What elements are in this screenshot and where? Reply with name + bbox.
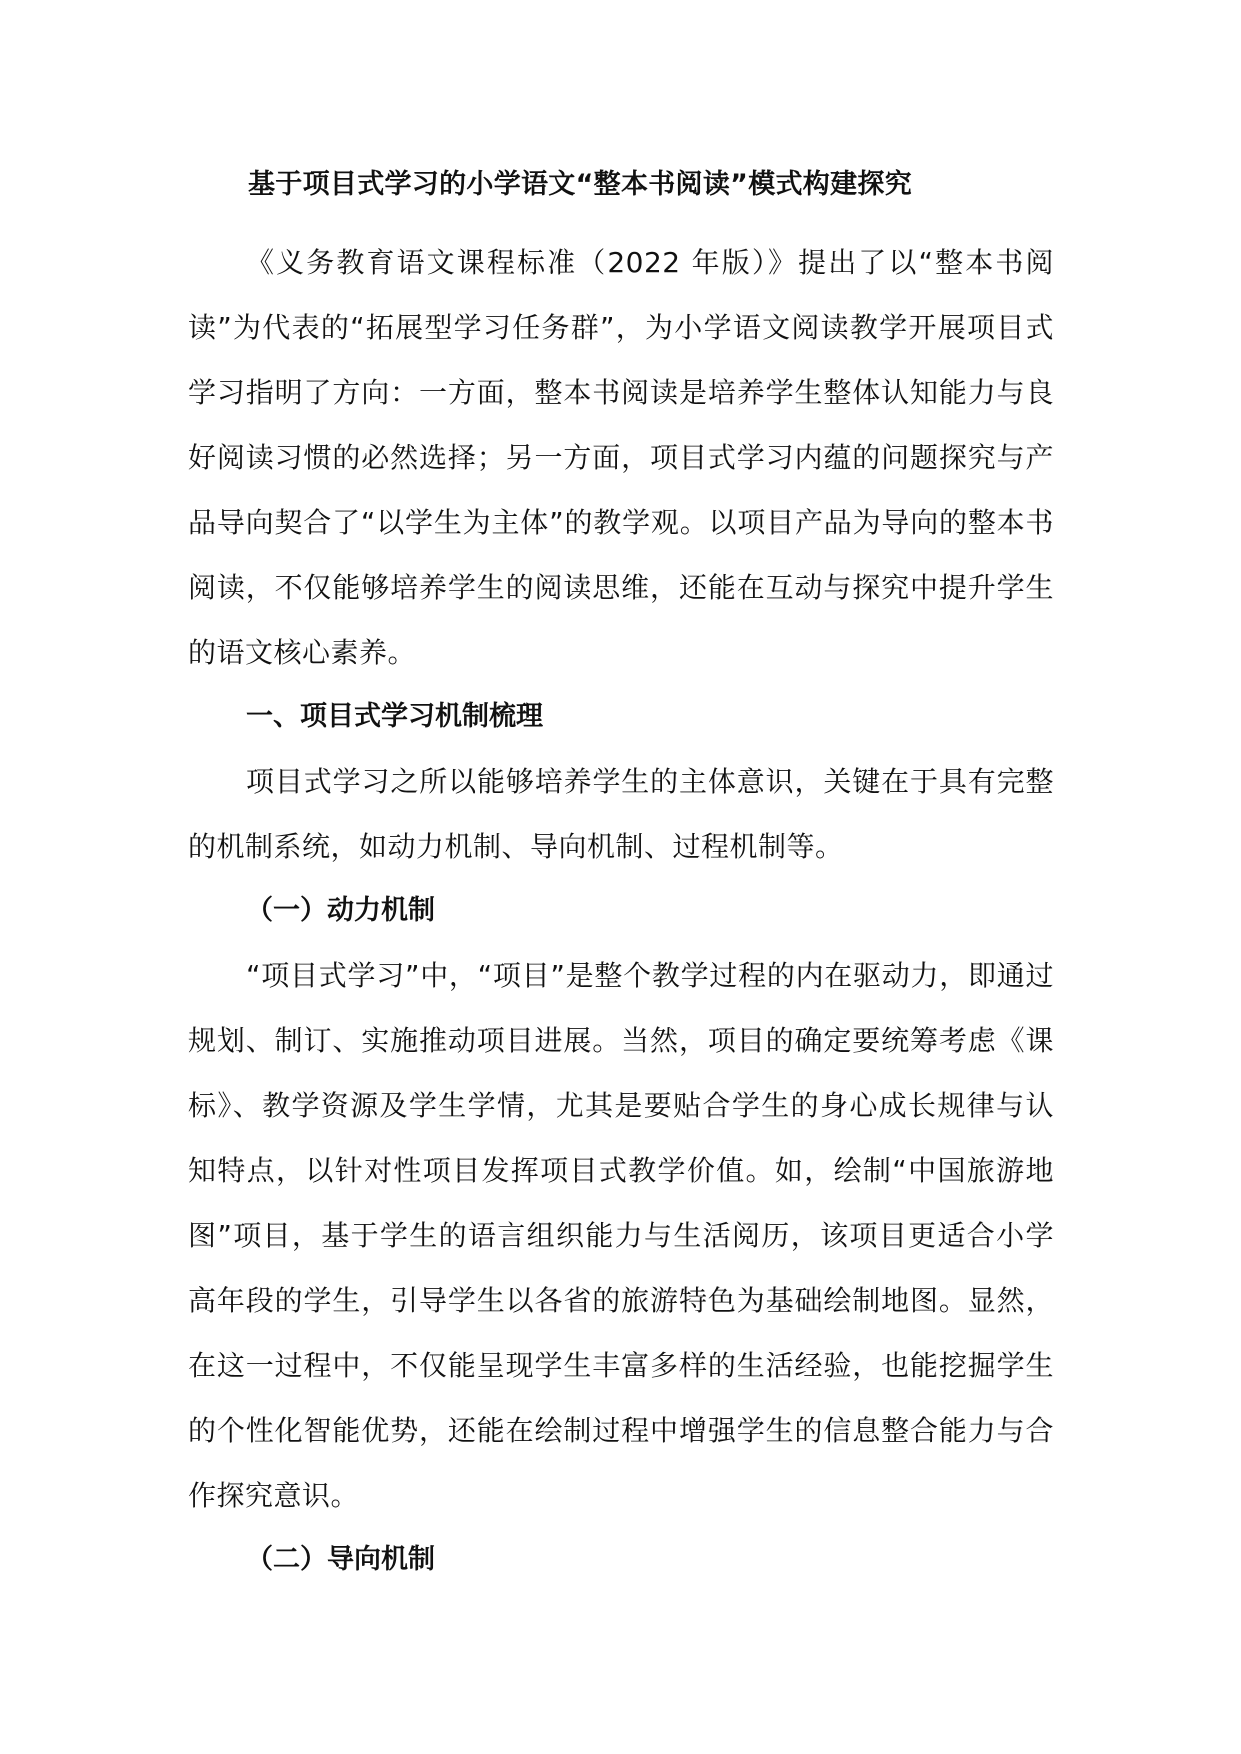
document-body	[188, 160, 1054, 1592]
document-title: 基于项目式学习的小学语文“整本书阅读”模式构建探究	[248, 169, 912, 200]
intro-paragraph: 《义务教育语文课程标准（2022 年版）》提出了以“整本书阅读”为代表的“拓展型学习任务群”，为小学语文阅读教学开展项目式学习指明了方向：一方面，整本书阅读是培养学生整体认知能力与良好阅读习惯的必然选择；另一方面，项目式学习内蕴的问题探究与产品导向契合了“以学生为主体”的教学观。以项目产品为导向的整本书阅读，不仅能够培养学生的阅读思维，还能在互动与探究中提升学生的语文核心素养。	[188, 246, 1054, 669]
section-1-paragraph: 项目式学习之所以能够培养学生的主体意识，关键在于具有完整的机制系统，如动力机制、导向机制、过程机制等。	[188, 765, 1054, 863]
subsection-heading-1: （一）动力机制	[246, 895, 435, 926]
subsection-1-paragraph: “项目式学习”中，“项目”是整个教学过程的内在驱动力，即通过规划、制订、实施推动项目进展。当然，项目的确定要统筹考虑《课标》、教学资源及学生学情，尤其是要贴合学生的身心成长规律与认知特点，以针对性项目发挥项目式教学价值。如，绘制“中国旅游地图”项目，基于学生的语言组织能力与生活阅历，该项目更适合小学高年段的学生，引导学生以各省的旅游特色为基础绘制地图。显然，在这一过程中，不仅能呈现学生丰富多样的生活经验，也能挖掘学生的个性化智能优势，还能在绘制过程中增强学生的信息整合能力与合作探究意识。	[188, 959, 1054, 1512]
section-heading-1: 一、项目式学习机制梳理	[246, 701, 543, 732]
subsection-heading-2: （二）导向机制	[246, 1544, 435, 1575]
